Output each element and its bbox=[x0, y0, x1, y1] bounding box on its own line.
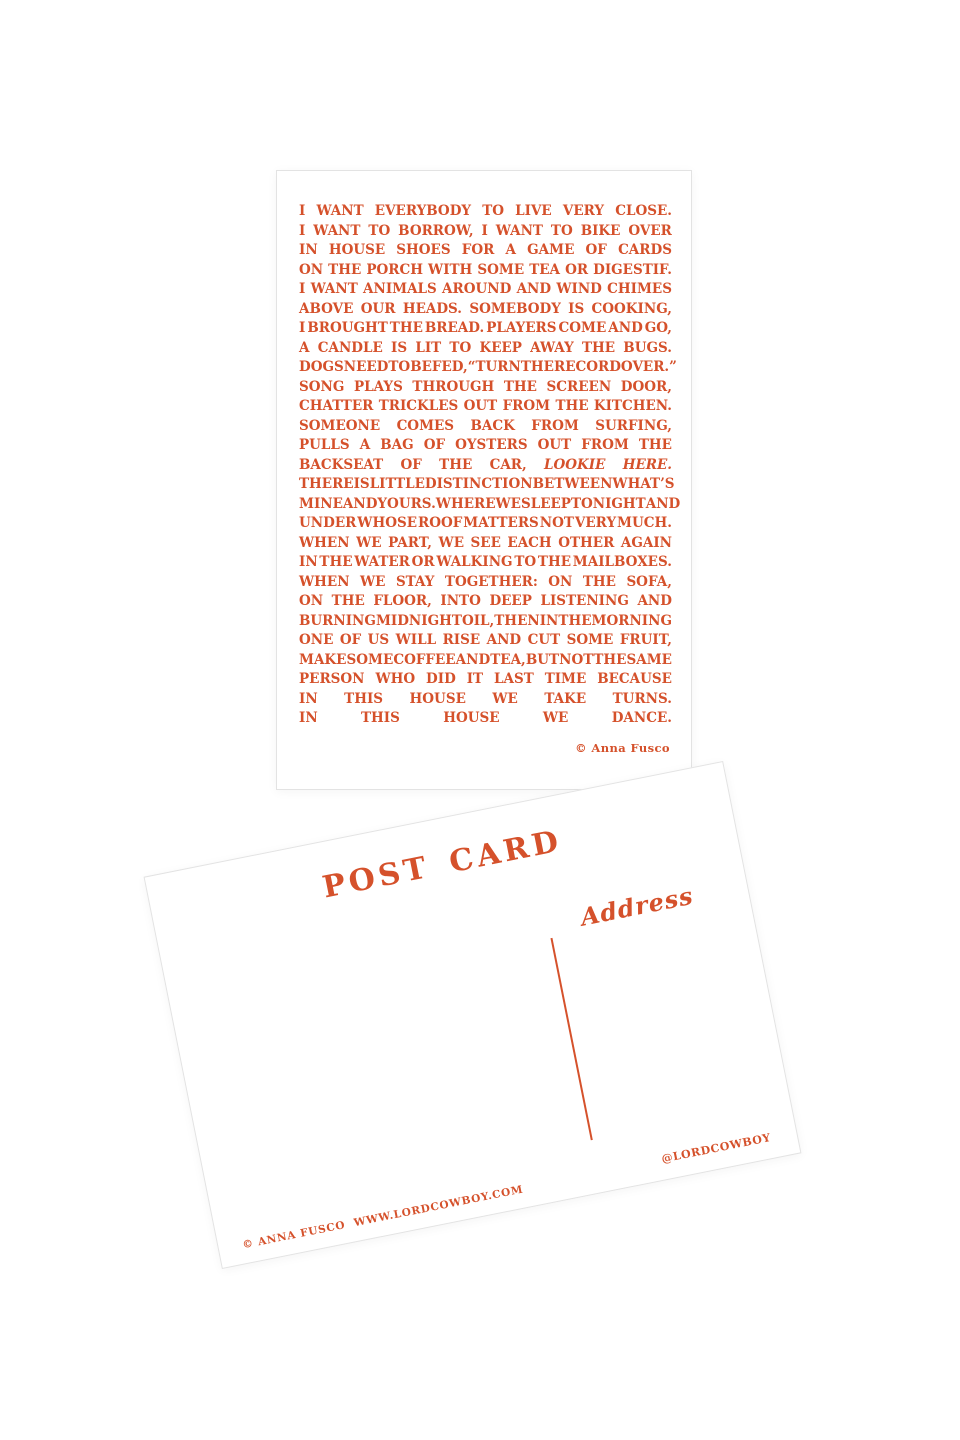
poem-line: CHATTER TRICKLES OUT FROM THE KITCHEN. bbox=[299, 398, 672, 414]
poem-line: WHEN WE STAY TOGETHER: ON THE SOFA, bbox=[299, 573, 672, 590]
post-card-title: POST CARD bbox=[319, 823, 566, 906]
poem-line: IN THIS HOUSE WE TAKE TURNS. bbox=[299, 690, 672, 707]
poem-line: I WANT TO BORROW, I WANT TO BIKE OVER bbox=[299, 222, 672, 239]
poem-line: MAKE SOME COFFEE AND TEA, BUT NOT THE SAME bbox=[299, 651, 672, 668]
poem-line: SOMEONE COMES BACK FROM SURFING, bbox=[299, 417, 672, 434]
poem-line: WHEN WE PART, WE SEE EACH OTHER AGAIN bbox=[299, 534, 672, 551]
postcard-front-poem-card bbox=[276, 170, 692, 790]
poem-line: ABOVE OUR HEADS. SOMEBODY IS COOKING, bbox=[299, 300, 672, 317]
poem-line: IN THE WATER OR WALKING TO THE MAILBOXES. bbox=[299, 554, 672, 570]
poem-line: A CANDLE IS LIT TO KEEP AWAY THE BUGS. bbox=[299, 339, 672, 356]
poem-line: IN THIS HOUSE WE DANCE. bbox=[299, 710, 672, 726]
poem-line: THERE IS LITTLE DISTINCTION BETWEEN WHAT’S bbox=[299, 476, 675, 492]
poem-line: SONG PLAYS THROUGH THE SCREEN DOOR, bbox=[299, 378, 672, 395]
address-divider-line bbox=[550, 938, 592, 1140]
poem-line: PERSON WHO DID IT LAST TIME BECAUSE bbox=[299, 671, 672, 687]
postcard-back-card bbox=[144, 761, 802, 1269]
poem-line: I BROUGHT THE BREAD. PLAYERS COME AND GO, bbox=[299, 320, 672, 336]
poem-line: ONE OF US WILL RISE AND CUT SOME FRUIT, bbox=[299, 632, 672, 648]
copyright-website-credit: © ANNA FUSCO WWW.LORDCOWBOY.COM bbox=[241, 1183, 525, 1252]
poem-copyright-signature: © Anna Fusco bbox=[575, 741, 670, 755]
poem-text-block bbox=[299, 202, 681, 729]
poem-line: BACKSEAT OF THE CAR, LOOKIE HERE. bbox=[299, 456, 672, 473]
poem-line: I WANT ANIMALS AROUND AND WIND CHIMES bbox=[299, 281, 672, 297]
poem-line: UNDER WHOSE ROOF MATTERS NOT VERY MUCH. bbox=[299, 515, 672, 531]
poem-line: ON THE FLOOR, INTO DEEP LISTENING AND bbox=[299, 593, 672, 609]
poem-line: I WANT EVERYBODY TO LIVE VERY CLOSE. bbox=[299, 203, 672, 219]
poem-line: DOGS NEED TO BE FED, “TURN THE RECORD OVER.” bbox=[299, 359, 677, 375]
address-label: Address bbox=[578, 880, 696, 932]
poem-line: ON THE PORCH WITH SOME TEA OR DIGESTIF. bbox=[299, 261, 672, 278]
poem-line: MINE AND YOURS. WHERE WE SLEEP TONIGHT AND bbox=[299, 495, 681, 512]
poem-line: IN HOUSE SHOES FOR A GAME OF CARDS bbox=[299, 242, 672, 258]
social-handle-text: @LORDCOWBOY bbox=[660, 1131, 773, 1166]
poem-line: BURNING MIDNIGHT OIL, THEN IN THE MORNING bbox=[299, 612, 672, 629]
poem-line: PULLS A BAG OF OYSTERS OUT FROM THE bbox=[299, 437, 672, 453]
